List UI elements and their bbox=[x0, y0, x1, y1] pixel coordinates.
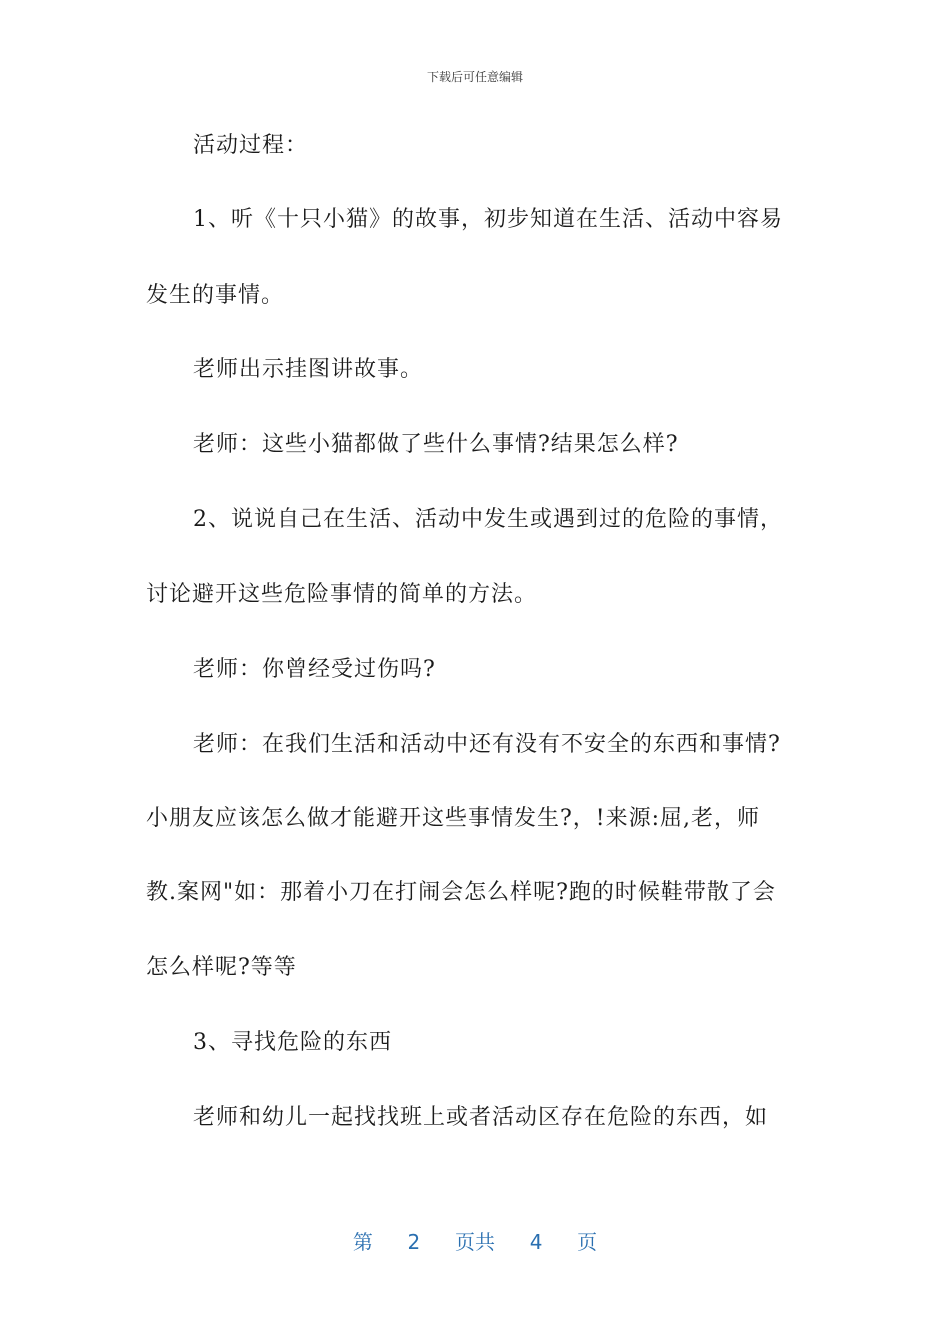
paragraph-line: 活动过程： bbox=[193, 133, 309, 158]
paragraph-line: 讨论避开这些危险事情的简单的方法。 bbox=[146, 582, 538, 607]
paragraph-line: 小朋友应该怎么做才能避开这些事情发生?，!来源:屈,老，师 bbox=[146, 806, 761, 831]
paragraph-line: 怎么样呢?等等 bbox=[146, 955, 297, 980]
paragraph-line: 2、说说自己在生活、活动中发生或遇到过的危险的事情， bbox=[193, 507, 783, 532]
footer-total-pages: 4 bbox=[529, 1230, 543, 1254]
footer-current-page: 2 bbox=[407, 1230, 421, 1254]
footer-middle: 页共 bbox=[455, 1230, 495, 1254]
footer-suffix: 页 bbox=[577, 1230, 598, 1254]
paragraph-line: 老师：这些小猫都做了些什么事情?结果怎么样? bbox=[193, 432, 679, 457]
page-footer bbox=[0, 1226, 950, 1255]
paragraph-line: 老师：你曾经受过伤吗? bbox=[193, 657, 436, 682]
header-note: 下载后可任意编辑 bbox=[426, 70, 523, 84]
footer-prefix: 第 bbox=[352, 1230, 373, 1254]
paragraph-line: 教.案网"如：那着小刀在打闹会怎么样呢?跑的时候鞋带散了会 bbox=[146, 880, 776, 905]
paragraph-line: 发生的事情。 bbox=[146, 283, 285, 308]
paragraph-line: 1、听《十只小猫》的故事，初步知道在生活、活动中容易 bbox=[193, 207, 783, 232]
paragraph-line: 老师出示挂图讲故事。 bbox=[193, 357, 424, 382]
paragraph-line: 3、寻找危险的东西 bbox=[193, 1030, 392, 1055]
paragraph-line: 老师：在我们生活和活动中还有没有不安全的东西和事情? bbox=[193, 732, 781, 757]
paragraph-line: 老师和幼儿一起找找班上或者活动区存在危险的东西，如 bbox=[193, 1105, 769, 1130]
